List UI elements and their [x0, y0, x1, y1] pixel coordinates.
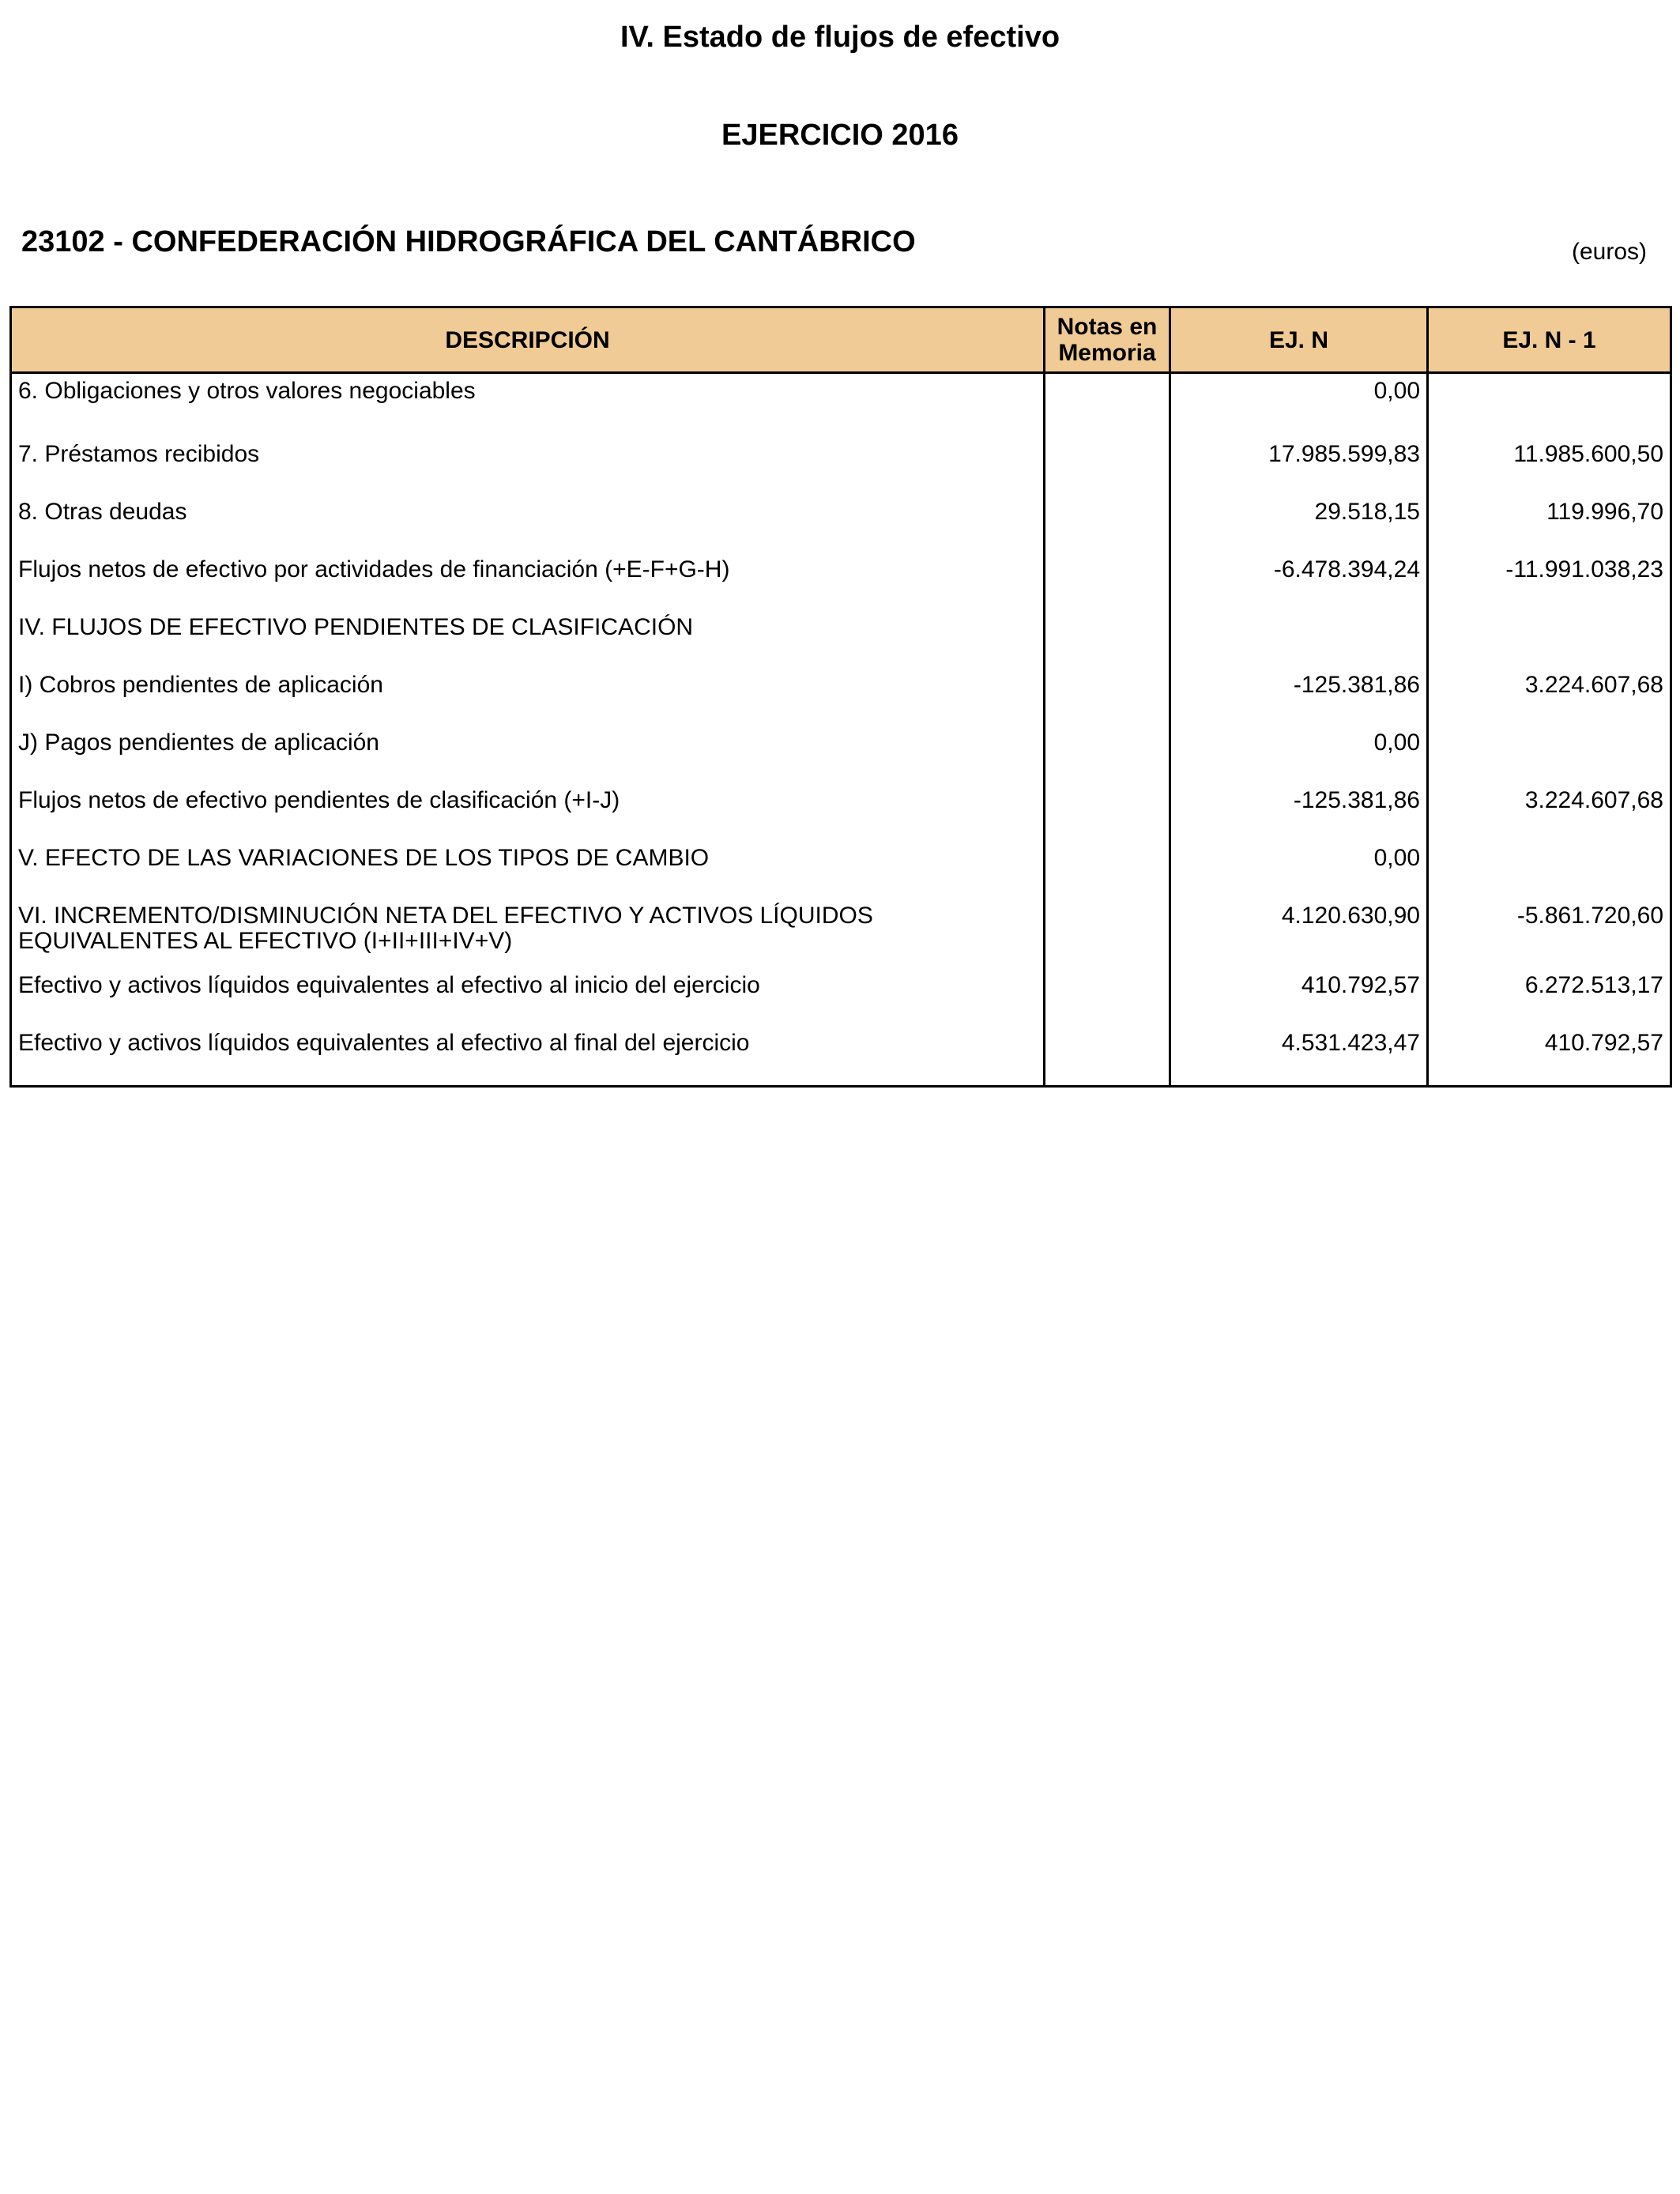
row-notes — [1045, 892, 1170, 962]
table-row — [11, 373, 1671, 431]
table-row — [11, 488, 1671, 546]
header-ej-n: EJ. N — [1170, 307, 1428, 373]
row-value-ej-n1: 410.792,57 — [1428, 1020, 1671, 1087]
row-notes — [1045, 662, 1170, 719]
row-value-ej-n: 4.531.423,47 — [1170, 1020, 1428, 1087]
table-row — [11, 604, 1671, 662]
table-row — [11, 777, 1671, 835]
row-description: 8. Otras deudas — [11, 488, 1045, 546]
row-description: 6. Obligaciones y otros valores negociables — [11, 373, 1045, 431]
table-row — [11, 431, 1671, 488]
row-notes — [1045, 373, 1170, 431]
row-value-ej-n: 4.120.630,90 — [1170, 892, 1428, 962]
table-row — [11, 719, 1671, 777]
header-descripcion: DESCRIPCIÓN — [11, 307, 1045, 373]
row-notes — [1045, 1020, 1170, 1087]
row-value-ej-n1: 6.272.513,17 — [1428, 962, 1671, 1020]
table-row — [11, 835, 1671, 892]
row-value-ej-n: 0,00 — [1170, 719, 1428, 777]
table-row — [11, 662, 1671, 719]
entity-name: 23102 - CONFEDERACIÓN HIDROGRÁFICA DEL CANTÁBRICO — [21, 225, 916, 258]
row-notes — [1045, 962, 1170, 1020]
row-description: Efectivo y activos líquidos equivalentes al efectivo al final del ejercicio — [11, 1020, 1045, 1087]
row-description: V. EFECTO DE LAS VARIACIONES DE LOS TIPOS DE CAMBIO — [11, 835, 1045, 892]
row-value-ej-n: 0,00 — [1170, 835, 1428, 892]
row-description-line1: VI. INCREMENTO/DISMINUCIÓN NETA DEL EFECTIVO Y ACTIVOS LÍQUIDOS — [18, 902, 873, 929]
table-row — [11, 892, 1671, 962]
row-notes — [1045, 488, 1170, 546]
row-description — [11, 892, 1045, 962]
row-description: IV. FLUJOS DE EFECTIVO PENDIENTES DE CLASIFICACIÓN — [11, 604, 1045, 662]
row-description: Flujos netos de efectivo pendientes de clasificación (+I-J) — [11, 777, 1045, 835]
row-value-ej-n: 17.985.599,83 — [1170, 431, 1428, 488]
row-notes — [1045, 431, 1170, 488]
table-row — [11, 546, 1671, 604]
row-value-ej-n: 0,00 — [1170, 373, 1428, 431]
row-description: I) Cobros pendientes de aplicación — [11, 662, 1045, 719]
row-description: J) Pagos pendientes de aplicación — [11, 719, 1045, 777]
row-value-ej-n1 — [1428, 835, 1671, 892]
row-notes — [1045, 835, 1170, 892]
page-title: IV. Estado de flujos de efectivo — [620, 21, 1060, 54]
row-value-ej-n1: -11.991.038,23 — [1428, 546, 1671, 604]
header-notas-line2: Memoria — [1058, 340, 1156, 366]
table-header-row — [11, 307, 1671, 373]
row-value-ej-n — [1170, 604, 1428, 662]
row-value-ej-n1 — [1428, 373, 1671, 431]
row-value-ej-n1: 3.224.607,68 — [1428, 662, 1671, 719]
row-value-ej-n1: 3.224.607,68 — [1428, 777, 1671, 835]
header-notas-line1: Notas en — [1057, 314, 1158, 340]
row-notes — [1045, 546, 1170, 604]
table-row — [11, 1020, 1671, 1087]
row-value-ej-n1 — [1428, 719, 1671, 777]
row-description: 7. Préstamos recibidos — [11, 431, 1045, 488]
table-row — [11, 962, 1671, 1020]
row-value-ej-n1: 11.985.600,50 — [1428, 431, 1671, 488]
header-notas-memoria — [1045, 307, 1170, 373]
row-notes — [1045, 604, 1170, 662]
row-description-line2: EQUIVALENTES AL EFECTIVO (I+II+III+IV+V) — [18, 927, 513, 954]
row-value-ej-n: 29.518,15 — [1170, 488, 1428, 546]
row-notes — [1045, 777, 1170, 835]
row-value-ej-n: -125.381,86 — [1170, 662, 1428, 719]
row-value-ej-n1: 119.996,70 — [1428, 488, 1671, 546]
row-value-ej-n1: -5.861.720,60 — [1428, 892, 1671, 962]
row-value-ej-n: 410.792,57 — [1170, 962, 1428, 1020]
header-ej-n1: EJ. N - 1 — [1428, 307, 1671, 373]
row-value-ej-n: -6.478.394,24 — [1170, 546, 1428, 604]
row-value-ej-n: -125.381,86 — [1170, 777, 1428, 835]
currency-units: (euros) — [1571, 239, 1647, 265]
row-value-ej-n1 — [1428, 604, 1671, 662]
cash-flow-table — [9, 306, 1672, 1088]
row-description: Flujos netos de efectivo por actividades de financiación (+E-F+G-H) — [11, 546, 1045, 604]
row-notes — [1045, 719, 1170, 777]
fiscal-year-title: EJERCICIO 2016 — [721, 119, 959, 152]
row-description: Efectivo y activos líquidos equivalentes al efectivo al inicio del ejercicio — [11, 962, 1045, 1020]
